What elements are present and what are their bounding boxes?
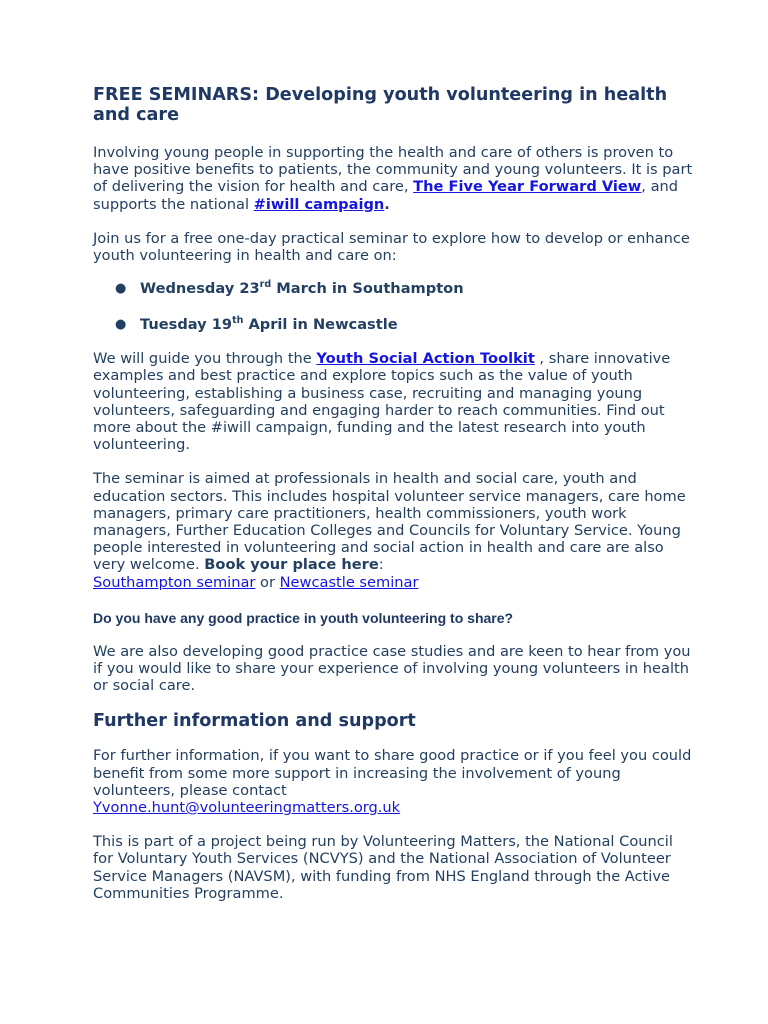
further-info-paragraph: For further information, if you want to share good practice or if you feel you could benefit from some more support in increasing the involvement of young volunteers, please contact Yvonne.hunt@volunteeringmatters.org.uk [93, 747, 692, 817]
intro-text-1: Involving young people in supporting the health and care of others is proven to have positive benefits to patients, the community and young volunteers. It is part of delivering the vision for health and care, [93, 144, 693, 196]
good-practice-question: Do you have any good practice in youth volunteering to share? [93, 609, 514, 626]
five-year-forward-view-link[interactable]: The Five Year Forward View [413, 178, 642, 196]
intro-paragraph [93, 144, 693, 213]
southampton-seminar-link[interactable]: Southampton seminar [93, 573, 256, 591]
contact-email-link[interactable]: Yvonne.hunt@volunteeringmatters.org.uk [93, 799, 401, 817]
book-your-place-label: Book your place here [204, 556, 379, 574]
seminar-date-newcastle: ● Tuesday 19th April in Newcastle [115, 315, 398, 334]
page-title: FREE SEMINARS: Developing youth volunteering in health and care [93, 85, 668, 125]
intro-text-3: . [384, 195, 390, 213]
intro-text-2: , and supports the national [93, 178, 679, 213]
guide-paragraph: We will guide you through the Youth Social Action Toolkit , share innovative examples and best practice and explore topics such as the value of youth volunteering, establishing a business case, recruiting and managing young volunteers, safeguarding and engaging harder to reach communities. Find out more about the #iwill campaign, funding and the latest research into youth volunteering. [93, 350, 671, 454]
audience-paragraph: The seminar is aimed at professionals in health and social care, youth and education sectors. This includes hospital volunteer service managers, care home managers, primary care practitioners, health commissioners, youth work managers, Further Education Colleges and Councils for Voluntary Service. Young people interested in volunteering and social action in health and care are also very welcome. Book your place here: Southampton seminar or Newcastle seminar [93, 470, 686, 591]
bullet-icon: ● [115, 281, 127, 297]
iwill-campaign-link[interactable]: #iwill campaign [253, 195, 385, 213]
seminar-dates-list [93, 280, 693, 334]
document-page [93, 85, 693, 902]
bullet-icon: ● [115, 317, 127, 333]
project-paragraph: This is part of a project being run by Volunteering Matters, the National Council for Voluntary Youth Services (NCVYS) and the National Association of Volunteer Service Managers (NAVSM), with funding from NHS England through the Active Communities Programme. [93, 833, 673, 902]
newcastle-seminar-link[interactable]: Newcastle seminar [279, 573, 419, 591]
further-info-heading: Further information and support [93, 711, 416, 732]
seminar-date-southampton: ● Wednesday 23rd March in Southampton [115, 279, 464, 298]
case-studies-paragraph: We are also developing good practice case studies and are keen to hear from you if you would like to share your experience of involving young volunteers in health or social care. [93, 642, 691, 695]
youth-social-action-toolkit-link[interactable]: Youth Social Action Toolkit [316, 350, 535, 368]
join-paragraph: Join us for a free one-day practical seminar to explore how to develop or enhance youth volunteering in health and care on: [93, 229, 690, 265]
